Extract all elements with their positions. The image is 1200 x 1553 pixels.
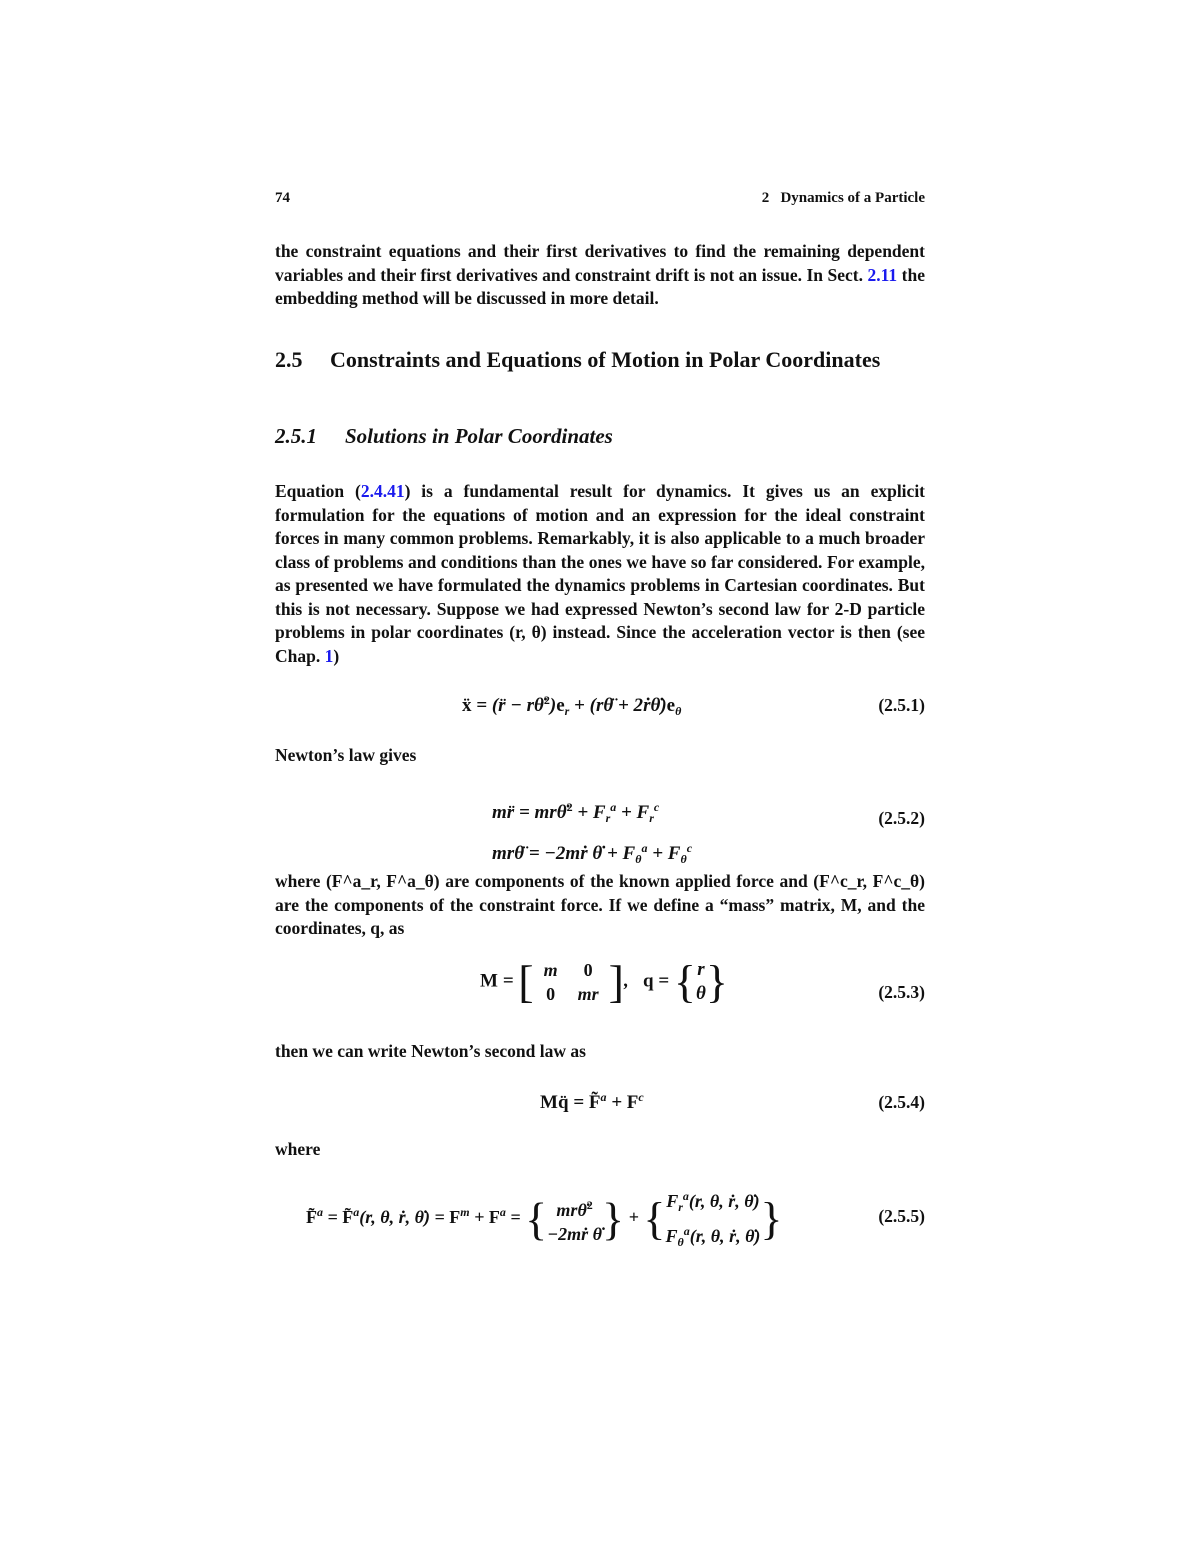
equation-2-5-2: mr̈ = mrθ̇$^2$ + $F_r^a + F_r^c$ mrθ̈ = −2mṙ θ̇ + $F_\theta^a + F_\theta^c$: [492, 800, 693, 866]
body-paragraph-1: Equation (2.4.41) is a fundamental result for dynamics. It gives us an explicit formulation for the equations of motion and an expression for the ideal constraint forces in many common problems. Remarkably, it is also applicable to a much broader class of problems and conditions than the ones we have so far considered. For example, as presented we have formulated the dynamics problems in Cartesian coordinates. But this is not necessary. Suppose we had expressed Newton’s second law for 2-D particle problems in polar coordinates (r, θ) instead. Since the acceleration vector is then (see Chap. 1): [275, 481, 926, 666]
equation-number: (2.5.2): [878, 808, 925, 828]
section-link[interactable]: 2.11: [867, 264, 898, 285]
equation-2-5-5: F̃$^a$ = F̃$^a$(r, θ, ṙ, θ̇) = $F^m + F^a$ = { mrθ̇$^2$ −2mṙ θ̇} + {$F_r^a(r$, θ, ṙ, θ̇) $F_\theta^a(r$, θ, ṙ, θ̇)}: [306, 1189, 783, 1249]
body-paragraph-3: where (F^a_r, F^a_θ) are components of the known applied force and (F^c_r, F^c_θ) are the components of the constraint force. If we define a “mass” matrix, M, and the coordinates, q, as: [275, 871, 925, 938]
equation-2-5-3: M = [ m 0 0 mr ], q = {r θ}: [480, 956, 728, 1007]
section-number: 2.5: [275, 347, 303, 372]
equation-number: (2.5.5): [878, 1206, 925, 1226]
body-paragraph-5: where: [275, 1139, 321, 1159]
equation-number: (2.5.4): [878, 1092, 925, 1112]
body-paragraph-4: then we can write Newton’s second law as: [275, 1041, 586, 1061]
section-title: Constraints and Equations of Motion in Polar Coordinates: [330, 347, 881, 372]
chapter-link[interactable]: 1: [324, 645, 334, 666]
page-number: 74: [275, 190, 290, 206]
equation-number: (2.5.3): [878, 982, 925, 1002]
intro-paragraph: the constraint equations and their first derivatives to find the remaining dependent variables and their first derivatives and constraint drift is not an issue. In Sect. 2.11 the embedding method will be discussed in more detail.: [275, 241, 926, 308]
equation-2-5-1: ẍ = (r̈ − $r\thetȧ^2)e_r$ + (rθ̈ + $2ṙ\thetȧ)e_\theta$: [462, 693, 682, 718]
running-header: [275, 190, 925, 214]
equation-link[interactable]: 2.4.41: [360, 481, 405, 501]
subsection-number: 2.5.1: [275, 424, 317, 448]
subsection-title: Solutions in Polar Coordinates: [345, 424, 613, 448]
equation-2-5-4: Mq̈ = F̃$^a$ + $F^c$: [540, 1090, 644, 1113]
running-title: 2 Dynamics of a Particle: [761, 190, 925, 206]
body-paragraph-2: Newton’s law gives: [275, 745, 417, 765]
equation-number: (2.5.1): [878, 695, 925, 715]
